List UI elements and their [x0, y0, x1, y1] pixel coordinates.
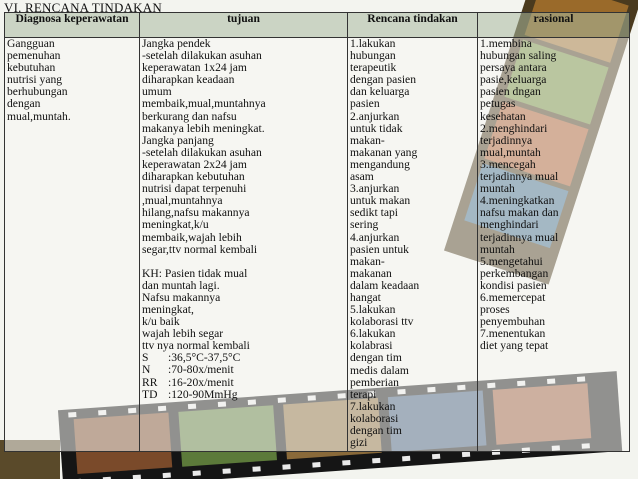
cell-rencana: [348, 38, 478, 452]
cell-diagnosa: [5, 38, 140, 452]
vital-value: :16-20x/menit: [168, 375, 234, 389]
vital-value: :70-80x/menit: [168, 363, 234, 377]
vital-value: :120-90MmHg: [168, 387, 238, 401]
cell-rasional: [478, 38, 630, 452]
care-plan-table: [4, 12, 630, 452]
table-row: [5, 38, 630, 452]
vital-label: N: [142, 363, 151, 377]
vital-label: S: [142, 351, 149, 365]
vital-value: :36,5°C-37,5°C: [168, 351, 241, 365]
tujuan-text: Jangka pendek -setelah dilakukan asuhan keperawatan 1x24 jam diharapkan keadaan umum membaik,mual,muntahnya berkurang dan nafsu makanya lebih meningkat. Jangka panjang -setelah dilakukan asuhan keperawatan 2x24 jam diharapkan kebutuhan nutrisi dapat terpenuhi ,mual,muntahnya hilang,nafsu makannya meningkat,k/u membaik,wajah lebih segar,ttv normal kembali: [142, 37, 266, 256]
vital-signs-list: [142, 352, 345, 400]
cell-tujuan: [140, 38, 348, 452]
header-tujuan: tujuan: [140, 13, 348, 38]
vital-label: RR: [142, 375, 158, 389]
table-header-row: [5, 13, 630, 38]
vital-label: TD: [142, 387, 158, 401]
header-rasional: rasional: [478, 13, 630, 38]
header-diagnosa: Diagnosa keperawatan: [5, 13, 140, 38]
kriteria-hasil-text: KH: Pasien tidak mual dan muntah lagi. Nafsu makannya meningkat, k/u baik wajah lebih segar ttv nya normal kembali: [142, 266, 250, 353]
rasional-text: 1.membina hubungan saling persaya antara pasie,keluarga pasien dngan petugas kesehatan 2.menghindari terjadinnya mual,muntah 3.mencegah terjadinnya mual muntah 4.meningkatkan nafsu makan dan menghindari terjadinnya mual muntah 5.mengetahui perkembangan kondisi pasien 6.memercepat proses penyembuhan 7.menentukan diet yang tepat: [480, 37, 559, 353]
rencana-text: 1.lakukan hubungan terapeutik dengan pasien dan keluarga pasien 2.anjurkan untuk tidak makan- makanan yang mengandung asam 3.anjurkan untuk makan sedikt tapi sering 4.anjurkan pasien untuk makan- makanan dalam keadaan hangat 5.lakukan kolaborasi ttv 6.lakukan kolabrasi dengan tim medis dalam pemberian terapi 7.lakukan kolaborasi dengan tim gizi: [350, 37, 420, 450]
header-rencana: Rencana tindakan: [348, 13, 478, 38]
page-title: VI. RENCANA TINDAKAN: [4, 0, 162, 15]
diagnosa-text: Gangguan pemenuhan kebutuhan nutrisi yang berhubungan dengan mual,muntah.: [7, 37, 71, 123]
